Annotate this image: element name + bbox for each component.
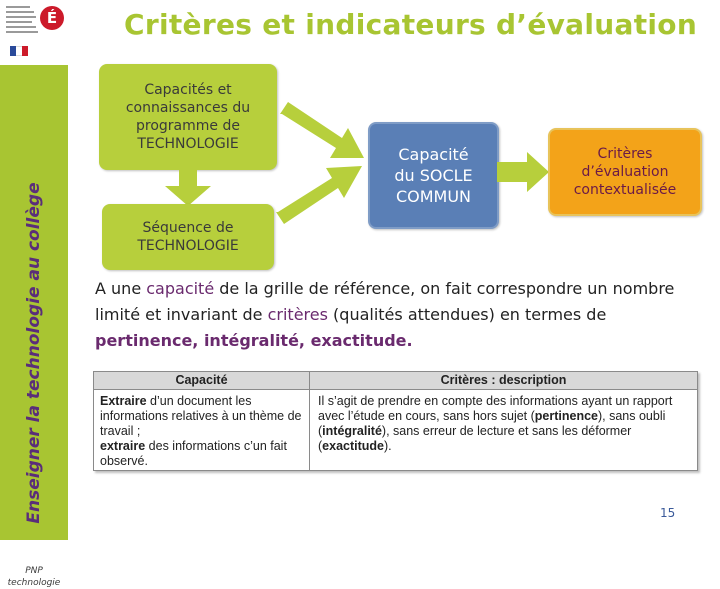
criteria-table [93,371,698,471]
explanation-paragraph [95,276,705,354]
socle-line: du SOCLE [394,166,473,185]
programme-box [99,64,277,170]
cell-bold: exactitude [322,439,385,453]
page-number: 15 [660,506,676,520]
socle-line: Capacité [398,145,469,164]
right-arrow-icon [497,152,549,192]
para-highlight-criteres: critères [267,305,328,324]
table-header-row [94,372,697,390]
para-text: A une [95,279,147,298]
table-header-capacite: Capacité [94,372,310,389]
programme-line: TECHNOLOGIE [137,136,239,152]
logo-text-lines [6,6,38,36]
cell-text: ), sans erreur de lecture et sans les déformer ( [318,424,632,453]
criteres-line: Critères [597,146,653,162]
diagonal-down-arrow-icon [280,100,370,166]
cell-text: d’un document les informations relatives à un thème de travail ; [100,394,302,438]
sequence-box [102,204,274,270]
criteres-line: contextualisée [573,182,677,198]
cell-text: Il s’agit de prendre en compte des informations ayant un rapport avec l’étude en cours, sans hors sujet ( [318,394,673,423]
down-arrow-icon [165,170,211,206]
sidebar-footer [0,565,68,589]
table-header-criteres: Critères : description [440,373,567,387]
sequence-line: TECHNOLOGIE [137,238,239,254]
socle-line: COMMUN [395,187,472,206]
cell-text: ), sans oubli ( [318,409,666,438]
cell-bold: Extraire [100,394,147,408]
table-cell-capacite [94,390,310,470]
cell-bold: intégralité [322,424,382,438]
french-flag-icon [10,46,28,56]
sidebar-band [0,65,68,588]
page-title: Critères et indicateurs d’évaluation [124,8,698,41]
table-row [94,390,697,470]
para-highlight-capacite: capacité [146,279,215,298]
cell-bold: pertinence [534,409,598,423]
socle-commun-box [368,122,499,229]
cell-text: ). [384,439,392,453]
cell-text: des informations c’un fait observé. [100,439,287,468]
sidebar-vertical-title: Enseigner la technologie au collège [24,182,44,524]
para-text: de la grille de référence, on fait correspondre un nombre limité et invariant de [95,279,675,324]
programme-line: Capacités et [144,82,232,98]
diagonal-up-arrow-icon [276,160,368,226]
sidebar-footer-line1: PNP [25,566,43,576]
cell-bold: extraire [100,439,146,453]
logo-e-icon: É [40,6,64,30]
sidebar-footer-line2: technologie [7,578,61,588]
sequence-line: Séquence de [142,220,234,236]
programme-line: programme de [136,118,240,134]
ministry-logo-icon [6,4,66,60]
criteres-line: d’évaluation [581,164,669,180]
programme-line: connaissances du [125,100,251,116]
para-text: (qualités attendues) en termes de [327,305,607,324]
criteres-box [548,128,702,216]
table-cell-criteres [310,390,697,470]
para-highlight-qualities: pertinence, intégralité, exactitude. [95,331,413,350]
